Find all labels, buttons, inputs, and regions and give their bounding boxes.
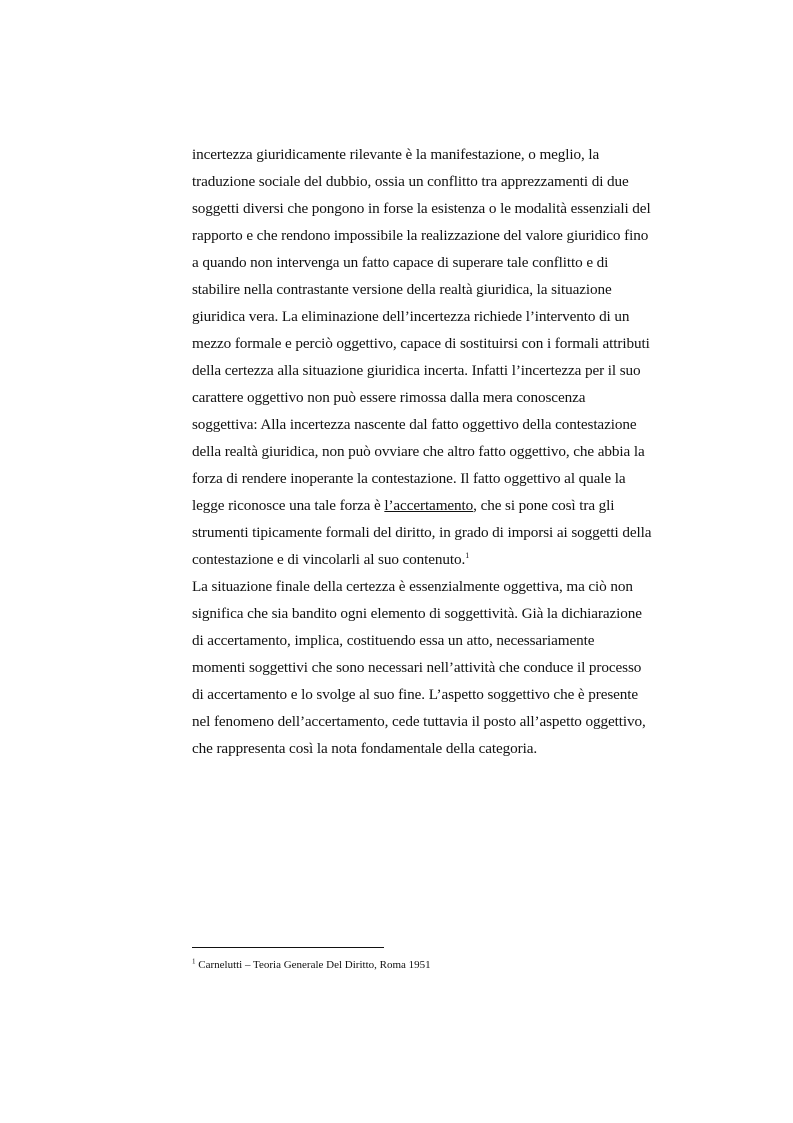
text-line: della realtà giuridica, non può ovviare che altro fatto oggettivo, che abbia la — [192, 443, 645, 460]
footnote-reference[interactable]: 1 — [465, 550, 470, 560]
text-line: soggetti diversi che pongono in forse la esistenza o le modalità essenziali del — [192, 200, 651, 217]
text-line: della certezza alla situazione giuridica incerta. Infatti l’incertezza per il suo — [192, 362, 641, 379]
text-line: a quando non intervenga un fatto capace di superare tale conflitto e di — [192, 254, 609, 271]
text-line: stabilire nella contrastante versione della realtà giuridica, la situazione — [192, 281, 612, 298]
text-line: giuridica vera. La eliminazione dell’incertezza richiede l’intervento di un — [192, 308, 630, 325]
footnote-separator — [192, 947, 384, 948]
footnote-text: Carnelutti – Teoria Generale Del Diritto, Roma 1951 — [195, 959, 431, 971]
text-line: incertezza giuridicamente rilevante è la manifestazione, o meglio, la — [192, 146, 600, 163]
text-line: di accertamento, implica, costituendo essa un atto, necessariamente — [192, 632, 595, 649]
text-line: soggettiva: Alla incertezza nascente dal fatto oggettivo della contestazione — [192, 416, 637, 433]
text-segment: , che si pone così tra gli — [473, 497, 615, 514]
text-line: La situazione finale della certezza è essenzialmente oggettiva, ma ciò non — [192, 578, 633, 595]
text-line: traduzione sociale del dubbio, ossia un conflitto tra apprezzamenti di due — [192, 173, 629, 190]
text-line: strumenti tipicamente formali del diritto, in grado di imporsi ai soggetti della — [192, 524, 652, 541]
text-line: rapporto e che rendono impossibile la realizzazione del valore giuridico fino — [192, 227, 649, 244]
text-segment: contestazione e di vincolarli al suo contenuto. — [192, 551, 466, 568]
text-line: momenti soggettivi che sono necessari nell’attività che conduce il processo — [192, 659, 642, 676]
body-text — [192, 141, 668, 762]
footnote-number: 1 — [192, 957, 196, 966]
text-line: forza di rendere inoperante la contestazione. Il fatto oggettivo al quale la — [192, 470, 626, 487]
text-line: che rappresenta così la nota fondamentale della categoria. — [192, 740, 538, 757]
underlined-term: l’accertamento — [384, 497, 474, 514]
text-line — [192, 492, 668, 519]
text-line: di accertamento e lo svolge al suo fine. L’aspetto soggettivo che è presente — [192, 686, 639, 703]
text-line: carattere oggettivo non può essere rimossa dalla mera conoscenza — [192, 389, 586, 406]
text-line — [192, 546, 668, 573]
footnote — [192, 958, 431, 972]
text-line: nel fenomeno dell’accertamento, cede tuttavia il posto all’aspetto oggettivo, — [192, 713, 646, 730]
text-segment: legge riconosce una tale forza è — [192, 497, 385, 514]
text-line: mezzo formale e perciò oggettivo, capace di sostituirsi con i formali attributi — [192, 335, 650, 352]
text-line: significa che sia bandito ogni elemento di soggettività. Già la dichiarazione — [192, 605, 642, 622]
